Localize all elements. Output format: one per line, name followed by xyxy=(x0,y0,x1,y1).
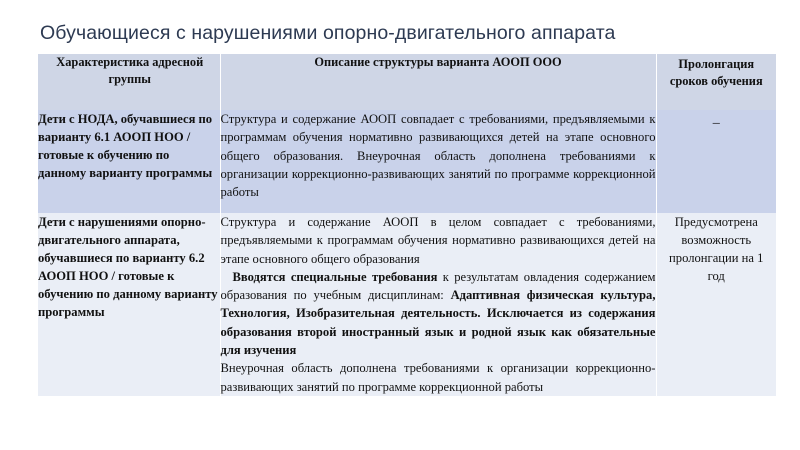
row1-prolongation: _ xyxy=(656,110,776,213)
row2-prolongation-text: Предусмотрена возможность пролонгации на 1 год xyxy=(669,215,764,283)
table-row xyxy=(38,110,776,213)
table-header-row xyxy=(38,54,776,110)
page-title: Обучающиеся с нарушениями опорно-двигательного аппарата xyxy=(40,22,616,44)
row2-group xyxy=(38,213,220,396)
row1-description-text: Структура и содержание АООП совпадает с требованиями, предъявляемыми к программам обучения нормативно развивающихся детей на этапе основного общего образования. Внеурочная область дополнена требованиями к организации коррекционно-развивающих занятий по программе коррекционной работы xyxy=(220,112,656,200)
header-description: Описание структуры варианта АООП ООО xyxy=(220,54,656,110)
row2-group-line: обучавшиеся по варианту 6.2 xyxy=(38,251,205,265)
row1-group: Дети с НОДА, обучавшиеся по варианту 6.1 АООП НОО / готовые к обучению по данному варианту программы xyxy=(38,110,220,213)
aoop-structure-table xyxy=(38,54,776,396)
row1-description xyxy=(220,110,656,213)
row2-prolongation xyxy=(656,213,776,396)
table-row xyxy=(38,213,776,396)
header-group: Характеристика адресной группы xyxy=(38,54,220,110)
row2-disciplines: Адаптивная физическая культура, Технология, Изобразительная деятельность. Исключается из содержания образования второй иностранный язык и родной язык как обязательные для изучения xyxy=(220,288,656,358)
row2-description-p3: Внеурочная область дополнена требованиями к организации коррекционно-развивающих занятий по программе коррекционной работы xyxy=(220,361,656,394)
row2-requirements-text: к результатам овладения содержанием образования по учебным дисциплинам: xyxy=(220,269,656,303)
row2-description xyxy=(220,213,656,396)
row2-group-line: Дети с нарушениями опорно-двигательного аппарата, xyxy=(38,215,206,247)
row2-description-p2 xyxy=(221,268,656,359)
row2-description-p1: Структура и содержание АООП в целом совпадает с требованиями, предъявляемыми к программам обучения нормативно развивающихся детей на этапе основного общего образования xyxy=(220,215,656,266)
header-prolongation xyxy=(656,54,776,110)
row2-group-line: АООП НОО / готовые к обучению по данному варианту программы xyxy=(38,269,218,319)
header-prolongation-text: Пролонгация сроков обучения xyxy=(669,57,763,88)
row2-special-requirements: Вводятся специальные требования xyxy=(232,269,438,284)
